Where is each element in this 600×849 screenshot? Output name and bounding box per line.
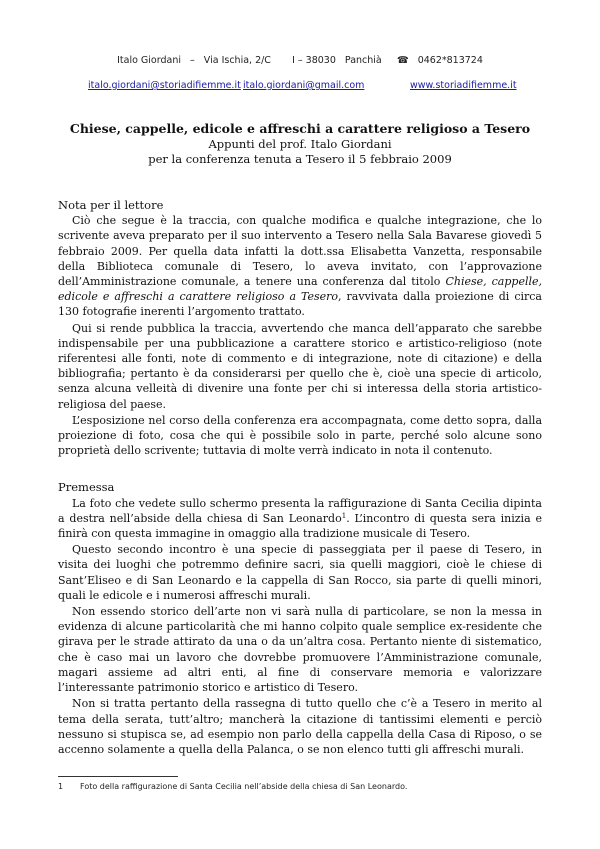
paragraph: Non si tratta pertanto della rassegna di tutto quello che c’è a Tesero in merito al tema della serata, tutt’altro; mancherà la citazione di tantissimi elementi e perciò nessuno si stupisca se, ad esempio non parlo della cappella della Casa di Riposo, o se accenno solamente a quella della Palanca, o se non elenco tutti gli affreschi murali. <box>58 697 542 756</box>
author-town: Panchià <box>344 55 382 66</box>
paragraph: L’esposizione nel corso della conferenza era accompagnata, come detto sopra, dalla proiezione di foto, cosa che qui è possibile solo in parte, perché solo alcune sono proprietà dello scrivente; tuttavia di molte verrà indicato in nota il contenuto. <box>58 413 542 458</box>
author-address: Via Ischia, 2/C <box>203 55 271 66</box>
email-link-storiadifiemme[interactable]: italo.giordani@storiadifiemme.it <box>88 80 241 91</box>
footnote-number: 1 <box>58 782 64 791</box>
paragraph <box>58 496 542 542</box>
author-header <box>0 55 600 66</box>
header-separator: – <box>190 55 195 66</box>
document-title: Chiese, cappelle, edicole e affreschi a carattere religioso a Tesero <box>69 121 531 136</box>
contact-links <box>0 80 600 94</box>
document-title-block <box>0 121 600 167</box>
section-heading-nota: Nota per il lettore <box>58 198 164 212</box>
document-date-line: per la conferenza tenuta a Tesero il 5 febbraio 2009 <box>148 152 452 166</box>
footnote <box>58 782 542 791</box>
author-name: Italo Giordani <box>117 55 181 66</box>
paragraph: Ciò che segue è la traccia, con qualche modifica e qualche integrazione, che lo scrivente aveva preparato per il suo intervento a Tesero nella Sala Bavarese giovedì 5 febbraio 2009. Per quella data infatti la dott.ssa Elisabetta Vanzetta, responsabile della Biblioteca comunale di Tesero, lo aveva invitato, con l’approvazione dell’Amministrazione comunale, a tenere una conferenza dal titolo Chiese, cappelle, edicole e affreschi a carattere religioso a Tesero, ravvivata dalla proiezione di circa 130 fotografie inerenti l’argomento trattato. <box>58 214 542 319</box>
paragraph-text: . L’incontro di questa sera inizia e finirà con questa immagine in omaggio alla tradizione musicale di Tesero. <box>58 511 542 541</box>
paragraph-text: La foto che vedete sullo schermo presenta la raffigurazione di Santa Cecilia dipinta a destra nell’abside della chiesa di San Leonardo <box>58 496 542 525</box>
author-phone: 0462*813724 <box>417 55 483 66</box>
footnote-text: Foto della raffigurazione di Santa Cecilia nell’abside della chiesa di San Leonardo. <box>80 782 408 791</box>
author-zip: I – 38030 <box>292 55 336 66</box>
telephone-icon: ☎ <box>396 55 409 66</box>
website-link[interactable]: www.storiadifiemme.it <box>410 80 517 91</box>
paragraph: Qui si rende pubblica la traccia, avvertendo che manca dell’apparato che sarebbe indispensabile per una pubblicazione a carattere storico e artistico-religioso (note riferentesi alle fonti, note di commento e di integrazione, note di citazione) e della bibliografia; pertanto è da considerarsi per quello che è, cioè una specie di articolo, senza alcuna velleità di divenire una fonte per chi si interessa della storia artistico-religiosa del paese. <box>58 321 542 411</box>
section-heading-premessa: Premessa <box>58 480 115 495</box>
paragraph: Non essendo storico dell’arte non vi sarà nulla di particolare, se non la messa in evidenza di alcune particolarità che mi hanno colpito quale semplice ex-residente che girava per le strade attirato da una o da un’altra cosa. Pertanto niente di sistematico, che è caso mai un lavoro che dovrebbe promuovere l’Amministrazione comunale, magari assieme ad altri enti, al fine di conservare memoria e valorizzare l’interessante patrimonio storico e artistico di Tesero. <box>58 605 542 695</box>
document-subtitle: Appunti del prof. Italo Giordani <box>208 137 392 151</box>
paragraph: Questo secondo incontro è una specie di passeggiata per il paese di Tesero, in visita dei luoghi che potremmo definire sacri, sia quelli maggiori, cioè le chiese di Sant’Eliseo e di San Leonardo e la cappella di San Rocco, sia parte di quelli minori, quali le edicole e i numerosi affreschi murali. <box>58 543 542 602</box>
document-body <box>58 198 542 757</box>
footnote-divider <box>58 776 178 777</box>
email-link-gmail[interactable]: italo.giordani@gmail.com <box>243 80 365 91</box>
conference-title: Chiese, cappelle, edicole e affreschi a carattere religioso a Tesero <box>58 275 542 304</box>
footnote-ref[interactable]: 1 <box>341 511 347 520</box>
